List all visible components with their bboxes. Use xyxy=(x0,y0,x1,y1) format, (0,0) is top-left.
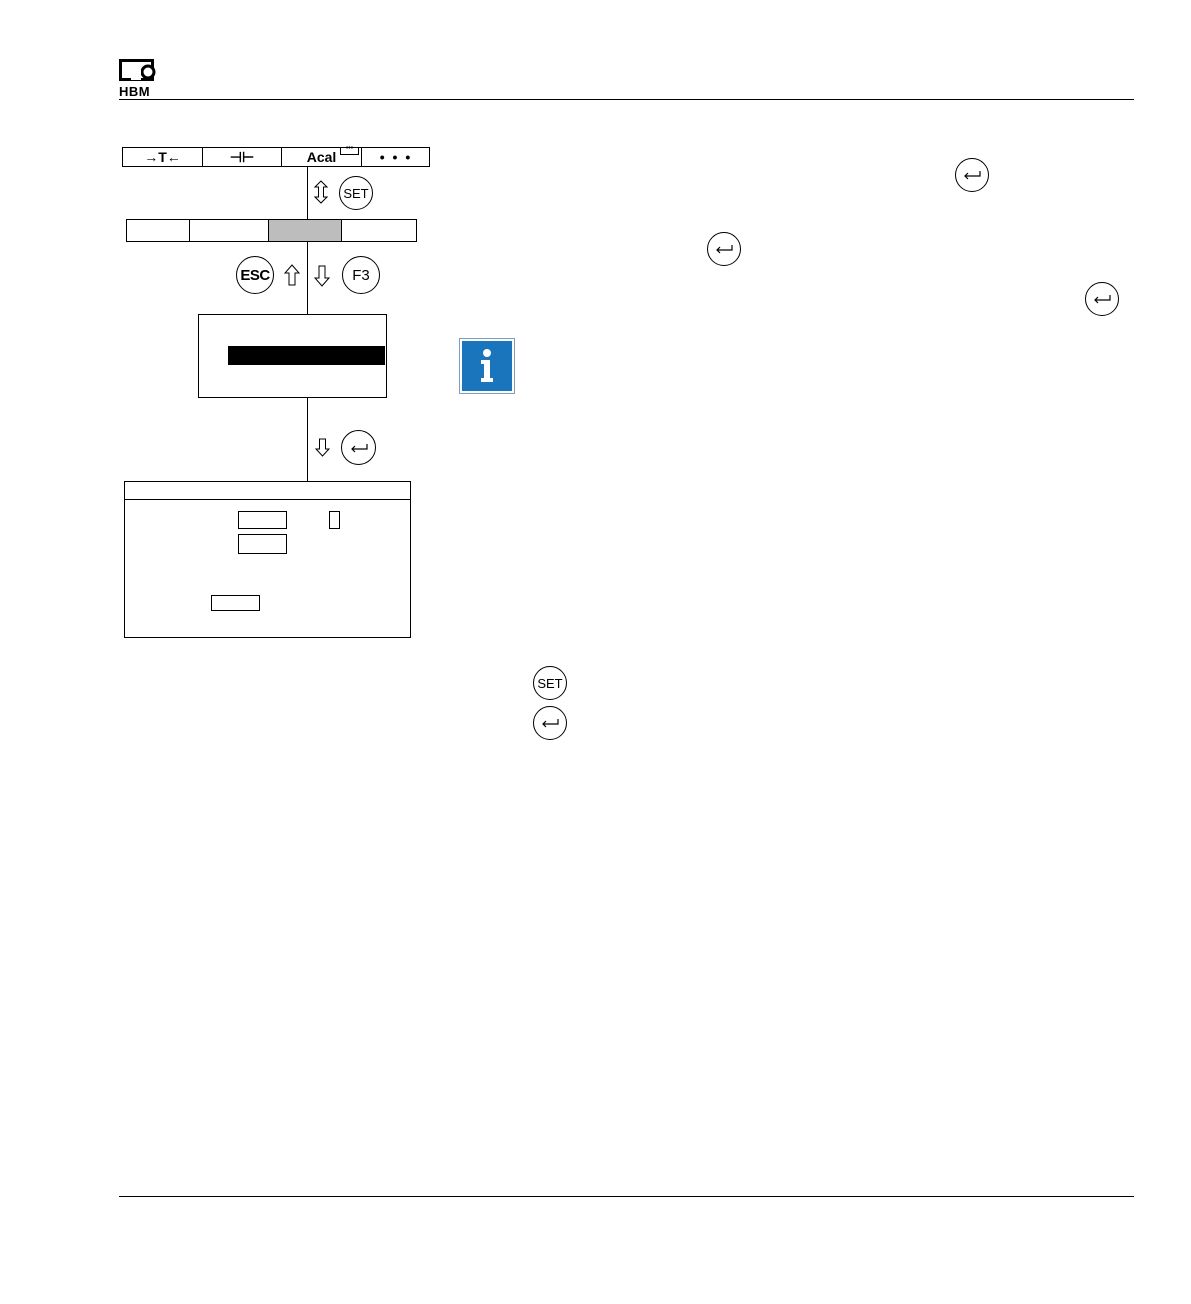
input-field-3[interactable] xyxy=(211,595,260,611)
hbm-logo-text: HBM xyxy=(119,84,151,99)
connector-2 xyxy=(307,242,308,314)
header-rule xyxy=(119,99,1134,100)
down-arrow-icon xyxy=(314,265,330,287)
selection-dialog xyxy=(198,314,387,398)
acal-submenu-icon: ••• xyxy=(340,147,359,155)
set-key[interactable]: SET xyxy=(339,176,373,210)
set-key-bottom[interactable]: SET xyxy=(533,666,567,700)
softkey-acal[interactable] xyxy=(282,145,362,166)
info-icon xyxy=(459,338,515,394)
acal-label: Acal xyxy=(306,149,337,165)
enter-key-right-3[interactable] xyxy=(1085,282,1119,316)
menu-cell-1[interactable] xyxy=(127,220,190,241)
softkey-tare[interactable] xyxy=(123,148,203,166)
f3-key[interactable]: F3 xyxy=(342,256,380,294)
up-arrow-icon xyxy=(284,264,300,286)
selected-item-bar[interactable] xyxy=(228,346,385,365)
enter-icon xyxy=(1092,294,1112,304)
footer-rule xyxy=(119,1196,1134,1197)
enter-icon xyxy=(962,170,982,180)
enter-icon xyxy=(540,718,560,728)
info-icon-fill xyxy=(462,341,512,391)
menu-cell-2[interactable] xyxy=(190,220,269,241)
hbm-logo xyxy=(119,59,157,99)
down-arrow-icon-2 xyxy=(315,438,330,457)
parameter-dialog xyxy=(124,481,411,638)
softkey-bar xyxy=(122,147,430,167)
enter-key-right-2[interactable] xyxy=(707,232,741,266)
connector-3 xyxy=(307,397,308,481)
menu-cell-3-highlighted[interactable] xyxy=(269,220,342,241)
softkey-zero[interactable] xyxy=(203,148,282,166)
esc-key[interactable]: ESC xyxy=(236,256,274,294)
enter-key[interactable] xyxy=(341,430,376,465)
enter-key-right-1[interactable] xyxy=(955,158,989,192)
menu-bar xyxy=(126,219,417,242)
hbm-logo-mark xyxy=(119,59,157,81)
checkbox[interactable] xyxy=(329,511,340,529)
dialog-title-rule xyxy=(125,499,410,500)
menu-cell-4[interactable] xyxy=(342,220,416,241)
softkey-more[interactable] xyxy=(362,148,430,166)
input-field-2[interactable] xyxy=(238,534,287,554)
tare-label: →T← xyxy=(144,149,181,165)
connector-1 xyxy=(307,167,308,219)
more-label: • • • xyxy=(379,149,413,165)
zero-label: ⊣⊢ xyxy=(229,148,255,165)
up-down-arrow-icon xyxy=(314,180,328,204)
enter-key-bottom[interactable] xyxy=(533,706,567,740)
enter-icon xyxy=(714,244,734,254)
enter-icon xyxy=(349,443,369,453)
info-glyph xyxy=(476,348,498,384)
input-field-1[interactable] xyxy=(238,511,287,529)
